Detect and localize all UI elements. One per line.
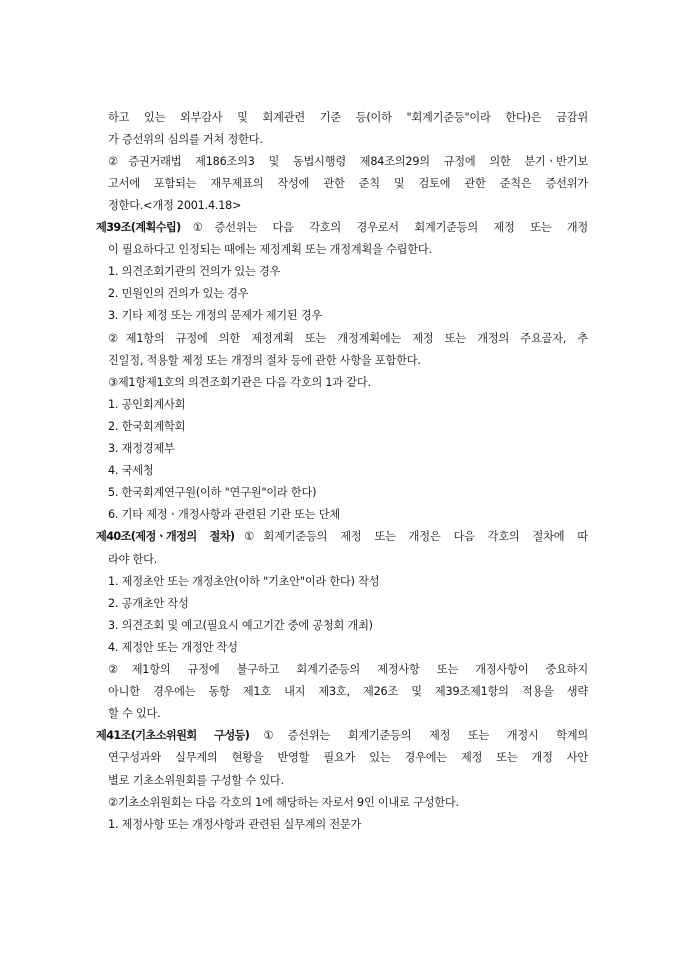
list-item: 3. 기타 제정 또는 개정의 문제가 제기된 경우 [108, 309, 323, 322]
text-line: 가 증선위의 심의를 거쳐 정한다. [108, 133, 263, 146]
list-item: 2. 민원인의 건의가 있는 경우 [108, 287, 249, 300]
article-title: 제39조(계획수립) [96, 221, 181, 234]
text-line: 진일정, 적용할 제정 또는 개정의 절차 등에 관한 사항을 포함한다. [108, 354, 421, 367]
article-title: 제40조(제정ㆍ개정의 절차) [96, 530, 235, 543]
text-line: 정한다.<개정 2001.4.18> [108, 199, 242, 212]
text-line: ③제1항제1호의 의견조회기관은 다음 각호의 1과 같다. [108, 376, 371, 389]
text-line: 아니한 경우에는 동항 제1호 내지 제3호, 제26조 및 제39조제1항의 적용을 생략 [108, 685, 588, 698]
list-item: 2. 공개초안 작성 [108, 597, 189, 610]
text-line: ②제1항의 규정에 의한 제정계획 또는 개정계획에는 제정 또는 개정의 주요골자, 추 [108, 332, 588, 345]
list-item: 1. 제정초안 또는 개정초안(이하 "기초안"이라 한다) 작성 [108, 575, 380, 588]
list-item: 6. 기타 제정ㆍ개정사항과 관련된 기관 또는 단체 [108, 508, 340, 521]
list-item: 1. 제정사항 또는 개정사항과 관련된 실무계의 전문가 [108, 818, 362, 831]
text-line: ②기초소위원회는 다음 각호의 1에 해당하는 자로서 9인 이내로 구성한다. [108, 796, 459, 809]
text-line: 고서에 포함되는 재무제표의 작성에 관한 준칙 및 검토에 관한 준칙은 증선위가 [108, 177, 588, 190]
text-line: 별로 기초소위원회를 구성할 수 있다. [108, 774, 284, 787]
article-41-heading: 제41조(기초소위원회 구성등)①증선위는 회계기준등의 제정 또는 개정시 학계의 [96, 729, 588, 742]
article-39-heading: 제39조(계획수립)①증선위는 다음 각호의 경우로서 회계기준등의 제정 또는 개정 [96, 221, 588, 234]
list-item: 4. 제정안 또는 개정안 작성 [108, 641, 238, 654]
list-item: 2. 한국회계학회 [108, 420, 186, 433]
list-item: 1. 공인회계사회 [108, 398, 186, 411]
text-line: 연구성과와 실무계의 현황을 반영할 필요가 있는 경우에는 제정 또는 개정 사안 [108, 751, 588, 764]
text-line: ②제1항의 규정에 불구하고 회계기준등의 제정사항 또는 개정사항이 중요하지 [108, 663, 588, 676]
article-title: 제41조(기초소위원회 구성등) [96, 729, 250, 742]
list-item: 3. 재정경제부 [108, 442, 175, 455]
list-item: 5. 한국회계연구원(이하 "연구원"이라 한다) [108, 486, 317, 499]
article-40-heading: 제40조(제정ㆍ개정의 절차)①회계기준등의 제정 또는 개정은 다음 각호의 절차에 따 [96, 530, 588, 543]
text-line: 할 수 있다. [108, 707, 161, 720]
text-line: 이 필요하다고 인정되는 때에는 제정계획 또는 개정계획을 수립한다. [108, 243, 432, 256]
list-item: 3. 의견조회 및 예고(필요시 예고기간 중에 공청회 개최) [108, 619, 373, 632]
text-line: ②증권거래법 제186조의3 및 동법시행령 제84조의29의 규정에 의한 분기ㆍ반기보 [108, 155, 588, 168]
list-item: 4. 국세청 [108, 464, 154, 477]
text-line: 하고 있는 외부감사 및 회계관련 기준 등(이하 "회계기준등"이라 한다)은 금감위 [108, 111, 588, 124]
text-line: 라야 한다. [108, 553, 158, 566]
list-item: 1. 의견조회기관의 건의가 있는 경우 [108, 265, 281, 278]
